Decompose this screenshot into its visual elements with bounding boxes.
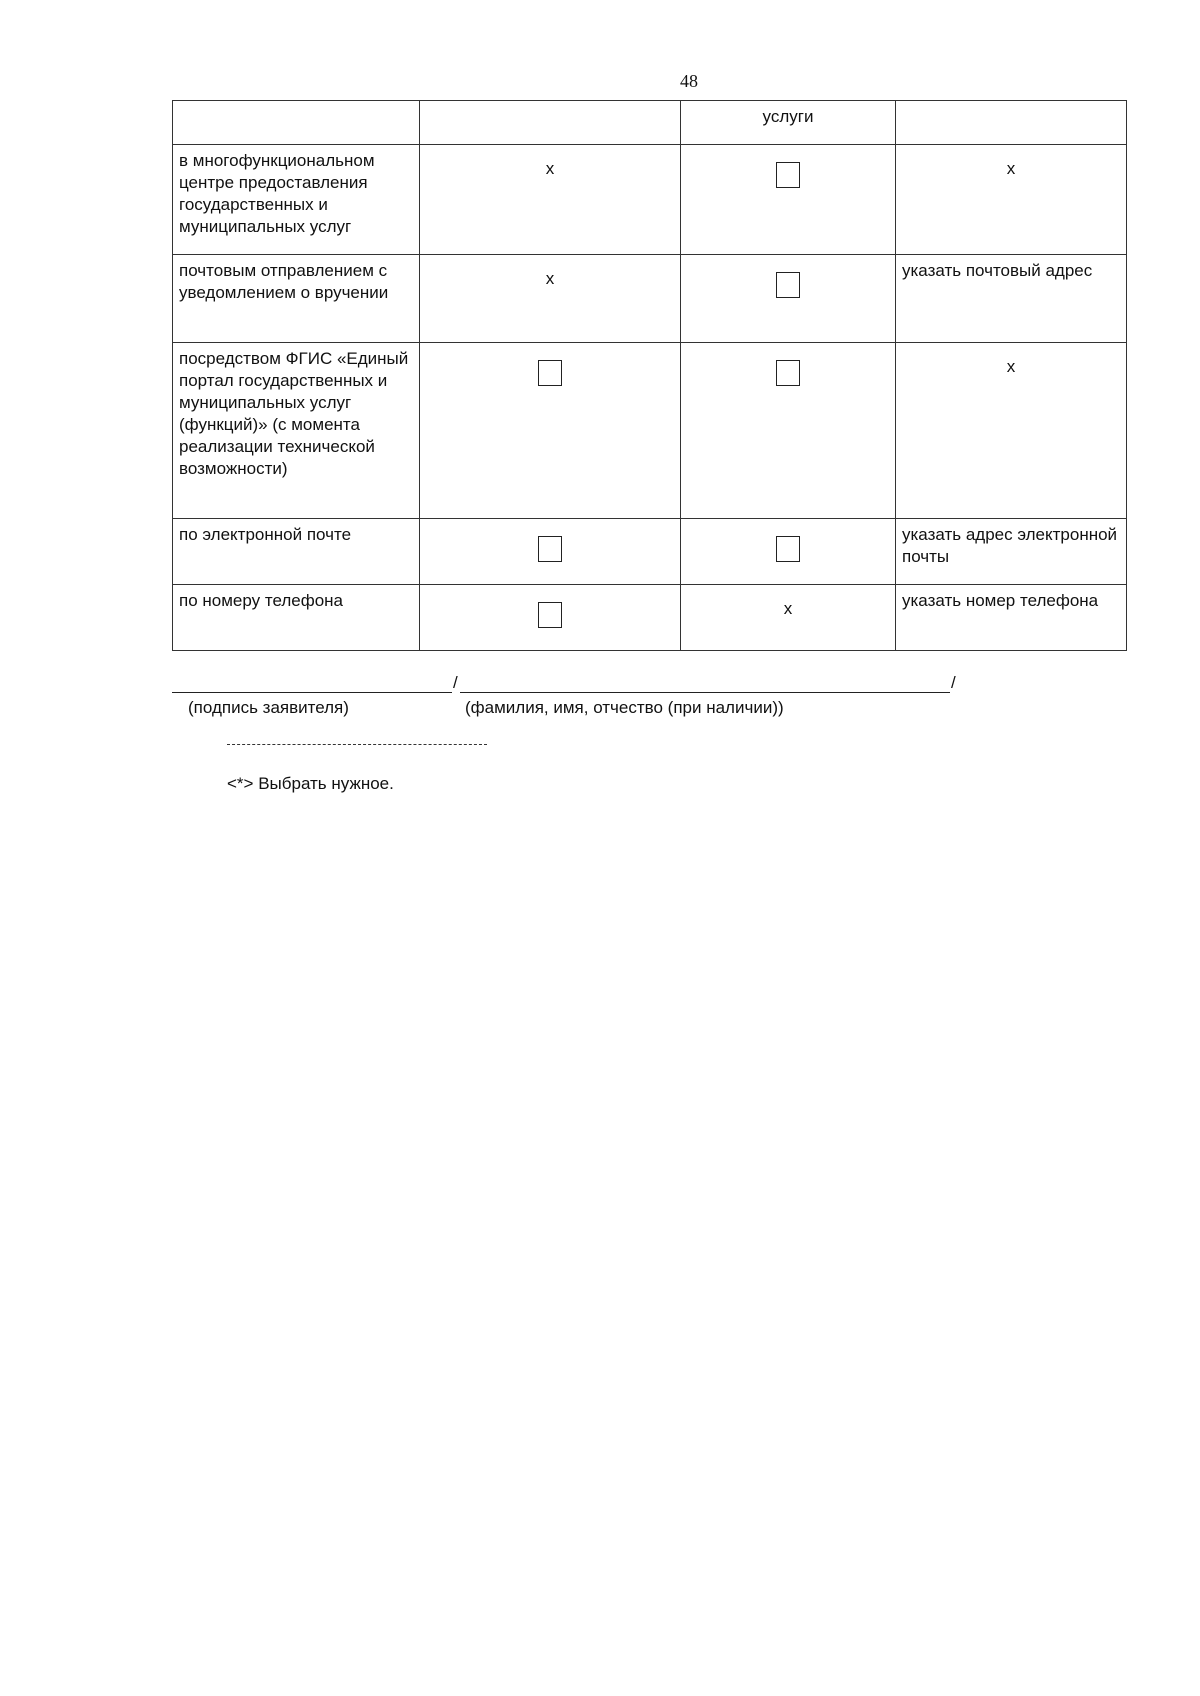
checkbox-cell [681, 145, 896, 255]
checkbox[interactable] [538, 536, 562, 562]
instruction-cell: указать почтовый адрес [896, 255, 1127, 343]
method-cell: по электронной почте [173, 519, 420, 585]
not-applicable-mark: x [1006, 159, 1016, 178]
full-name-line[interactable] [460, 672, 950, 693]
method-cell: почтовым отправлением с уведомлением о вручении [173, 255, 420, 343]
delivery-method-table [172, 100, 1127, 651]
header-cell-services: услуги [681, 101, 896, 145]
instruction-cell: указать номер телефона [896, 585, 1127, 651]
table-row [173, 145, 1127, 255]
method-cell: в многофункциональном центре предоставления государственных и муниципальных услуг [173, 145, 420, 255]
checkbox-cell [420, 519, 681, 585]
instruction-cell: указать адрес электронной почты [896, 519, 1127, 585]
table-row [173, 255, 1127, 343]
checkbox[interactable] [776, 272, 800, 298]
signature-end-separator: / [951, 673, 956, 692]
checkbox[interactable] [776, 360, 800, 386]
checkbox-cell [420, 585, 681, 651]
footnote-separator [227, 744, 487, 745]
not-applicable-mark: x [1006, 357, 1016, 376]
header-cell-2 [420, 101, 681, 145]
method-cell: посредством ФГИС «Единый портал государственных и муниципальных услуг (функций)» (с момента реализации технической возможности) [173, 343, 420, 519]
checkbox-cell [681, 519, 896, 585]
not-applicable-mark: x [783, 599, 793, 618]
mark-cell [896, 145, 1127, 255]
checkbox-cell [681, 343, 896, 519]
checkbox[interactable] [776, 536, 800, 562]
table-header-row [173, 101, 1127, 145]
signature-line[interactable] [172, 672, 452, 693]
page-number: 48 [680, 71, 698, 91]
checkbox[interactable] [538, 602, 562, 628]
signature-separator: / [453, 673, 458, 692]
not-applicable-mark: x [545, 159, 555, 178]
footnote: <*> Выбрать нужное. [227, 774, 394, 793]
mark-cell [896, 343, 1127, 519]
header-cell-4 [896, 101, 1127, 145]
checkbox-cell [681, 255, 896, 343]
mark-cell [420, 255, 681, 343]
table-row [173, 585, 1127, 651]
checkbox-cell [420, 343, 681, 519]
checkbox[interactable] [538, 360, 562, 386]
table-row [173, 343, 1127, 519]
signature-caption: (подпись заявителя) [188, 698, 349, 717]
mark-cell [681, 585, 896, 651]
mark-cell [420, 145, 681, 255]
method-cell: по номеру телефона [173, 585, 420, 651]
table-row [173, 519, 1127, 585]
checkbox[interactable] [776, 162, 800, 188]
full-name-caption: (фамилия, имя, отчество (при наличии)) [465, 698, 784, 717]
not-applicable-mark: x [545, 269, 555, 288]
header-cell-1 [173, 101, 420, 145]
